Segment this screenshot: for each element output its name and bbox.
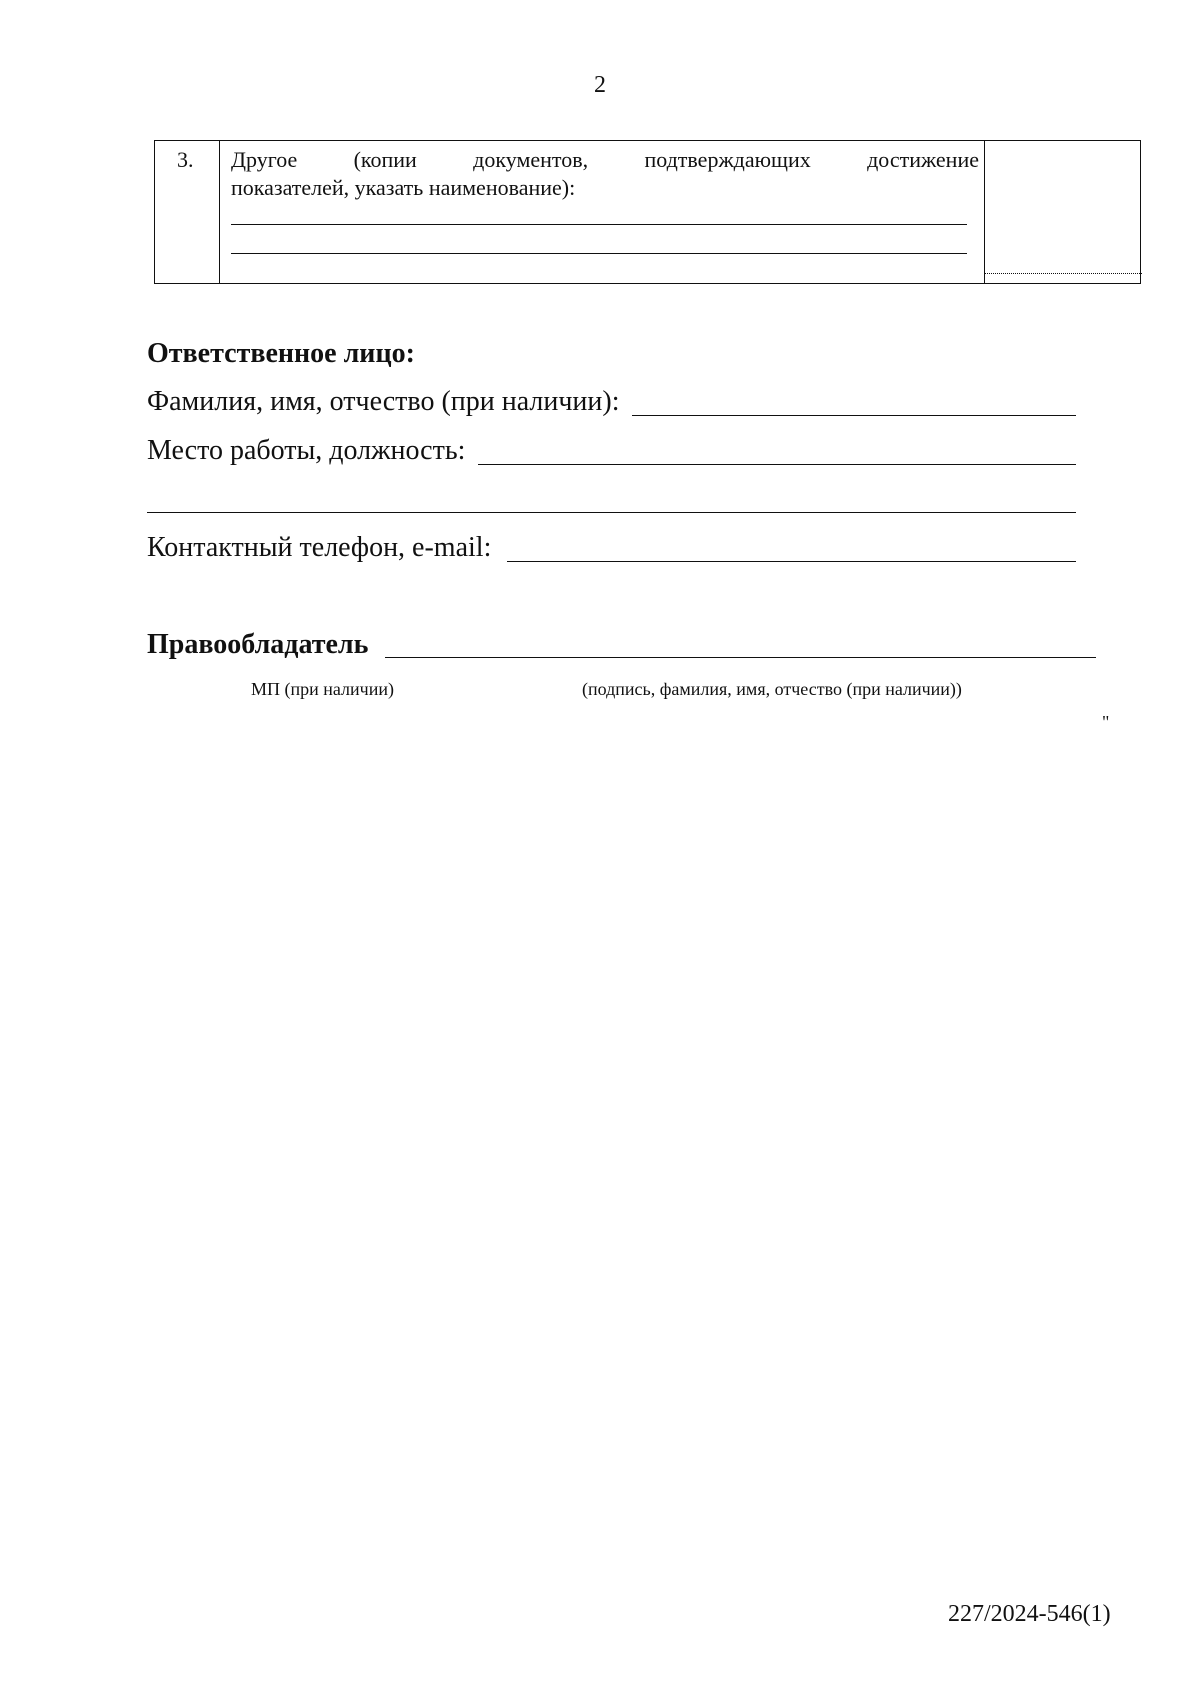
table-row-number: 3. xyxy=(177,147,194,172)
contact-field[interactable] xyxy=(507,561,1076,562)
table-row-text-line2: показателей, указать наименование): xyxy=(231,175,576,200)
table-fill-line-1[interactable] xyxy=(231,224,967,225)
table-cell-dotted-edge xyxy=(984,273,1142,274)
full-name-label: Фамилия, имя, отчество (при наличии): xyxy=(147,386,620,417)
stamp-caption: МП (при наличии) xyxy=(251,679,394,699)
table-row-text-line1: Другое (копии документов, подтверждающих достижение xyxy=(231,147,979,172)
table-divider-right xyxy=(984,141,985,283)
signature-caption: (подпись, фамилия, имя, отчество (при наличии)) xyxy=(582,679,962,699)
documents-table xyxy=(154,140,1141,284)
rightholder-signature-field[interactable] xyxy=(385,657,1096,658)
contact-label: Контактный телефон, e-mail: xyxy=(147,532,492,563)
page-number: 2 xyxy=(594,72,606,98)
table-fill-line-2[interactable] xyxy=(231,253,967,254)
rightholder-label: Правообладатель xyxy=(147,629,369,660)
responsible-heading: Ответственное лицо: xyxy=(147,338,415,369)
workplace-field[interactable] xyxy=(478,464,1076,465)
document-id: 227/2024-546(1) xyxy=(948,1601,1111,1627)
workplace-label: Место работы, должность: xyxy=(147,435,466,466)
closing-quote: " xyxy=(1102,712,1110,732)
table-divider-left xyxy=(219,141,220,283)
full-name-field[interactable] xyxy=(632,415,1076,416)
workplace-field-continuation[interactable] xyxy=(147,512,1076,513)
